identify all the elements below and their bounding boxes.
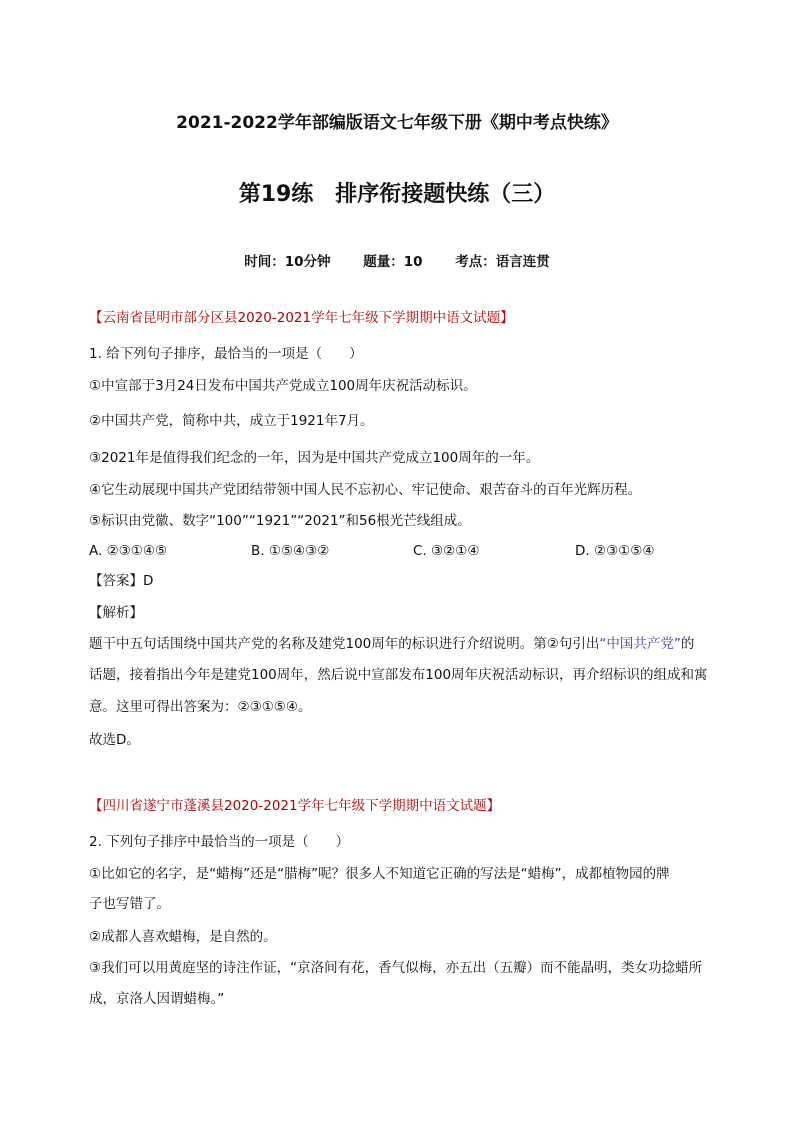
q2-stem: 2. 下列句子排序中最恰当的一项是（ ）: [89, 834, 350, 850]
q2-line: ②成都人喜欢蜡梅，是自然的。: [89, 929, 277, 945]
q1-options: [89, 542, 737, 560]
q1-sentence: ⑤标识由党徽、数字“100”“1921”“2021”和56根光芒线组成。: [89, 513, 471, 529]
q1-analysis-label: 【解析】: [89, 605, 143, 621]
option-b: B. ①⑤④③②: [251, 543, 330, 559]
q1-answer: 【答案】D: [89, 573, 154, 589]
q1-stem: 1. 给下列句子排序，最恰当的一项是（ ）: [89, 346, 363, 362]
q1-analysis-line: 故选D。: [89, 732, 140, 748]
q2-line: 子也写错了。: [89, 896, 170, 912]
q1-sentence: ④它生动展现中国共产党团结带领中国人民不忘初心、牢记使命、艰苦奋斗的百年光辉历程。: [89, 482, 642, 498]
meta-count: 题量：10: [363, 254, 423, 270]
analysis-text: 的: [680, 636, 695, 652]
q2-line: ①比如它的名字，是“蜡梅”还是“腊梅”呢？很多人不知道它正确的写法是“蜡梅”，成都植物园的牌: [89, 866, 670, 882]
q1-sentence: ②中国共产党，简称中共，成立于1921年7月。: [89, 413, 374, 429]
q1-source: 【云南省昆明市部分区县2020-2021学年七年级下学期期中语文试题】: [89, 310, 514, 326]
q1-sentence: ①中宣部于3月24日发布中国共产党成立100周年庆祝活动标识。: [89, 378, 477, 394]
q2-line: ③我们可以用黄庭坚的诗注作证，“京洛间有花，香气似梅，亦五出（五瓣）而不能晶明，类女功捻蜡所: [89, 960, 703, 976]
q1-sentence: ③2021年是值得我们纪念的一年，因为是中国共产党成立100周年的一年。: [89, 450, 540, 466]
meta-time: 时间：10分钟: [244, 254, 331, 270]
q1-analysis-line: 话题，接着指出今年是建党100周年，然后说中宣部发布100周年庆祝活动标识，再介绍标识的组成和寓: [89, 667, 708, 683]
meta-topic: 考点：语言连贯: [455, 254, 550, 270]
lesson-title: 第19练 排序衔接题快练（三）: [238, 182, 556, 207]
lesson-meta: [0, 250, 794, 270]
q1-analysis-line: 意。这里可得出答案为：②③①⑤④。: [89, 699, 312, 715]
analysis-quote: “中国共产党”: [599, 636, 681, 652]
q1-analysis-line: [89, 635, 694, 653]
q2-line: 成，京洛人因谓蜡梅。”: [89, 991, 225, 1007]
q2-source: 【四川省遂宁市蓬溪县2020-2021学年七年级下学期期中语文试题】: [89, 798, 501, 814]
option-a: A. ②③①④⑤: [89, 543, 168, 559]
analysis-text: 题干中五句话围绕中国共产党的名称及建党100周年的标识进行介绍说明。第②句引出: [89, 636, 600, 652]
option-d: D. ②③①⑤④: [575, 543, 655, 559]
series-title: 2021-2022学年部编版语文七年级下册《期中考点快练》: [176, 113, 618, 133]
option-c: C. ③②①④: [413, 543, 480, 559]
